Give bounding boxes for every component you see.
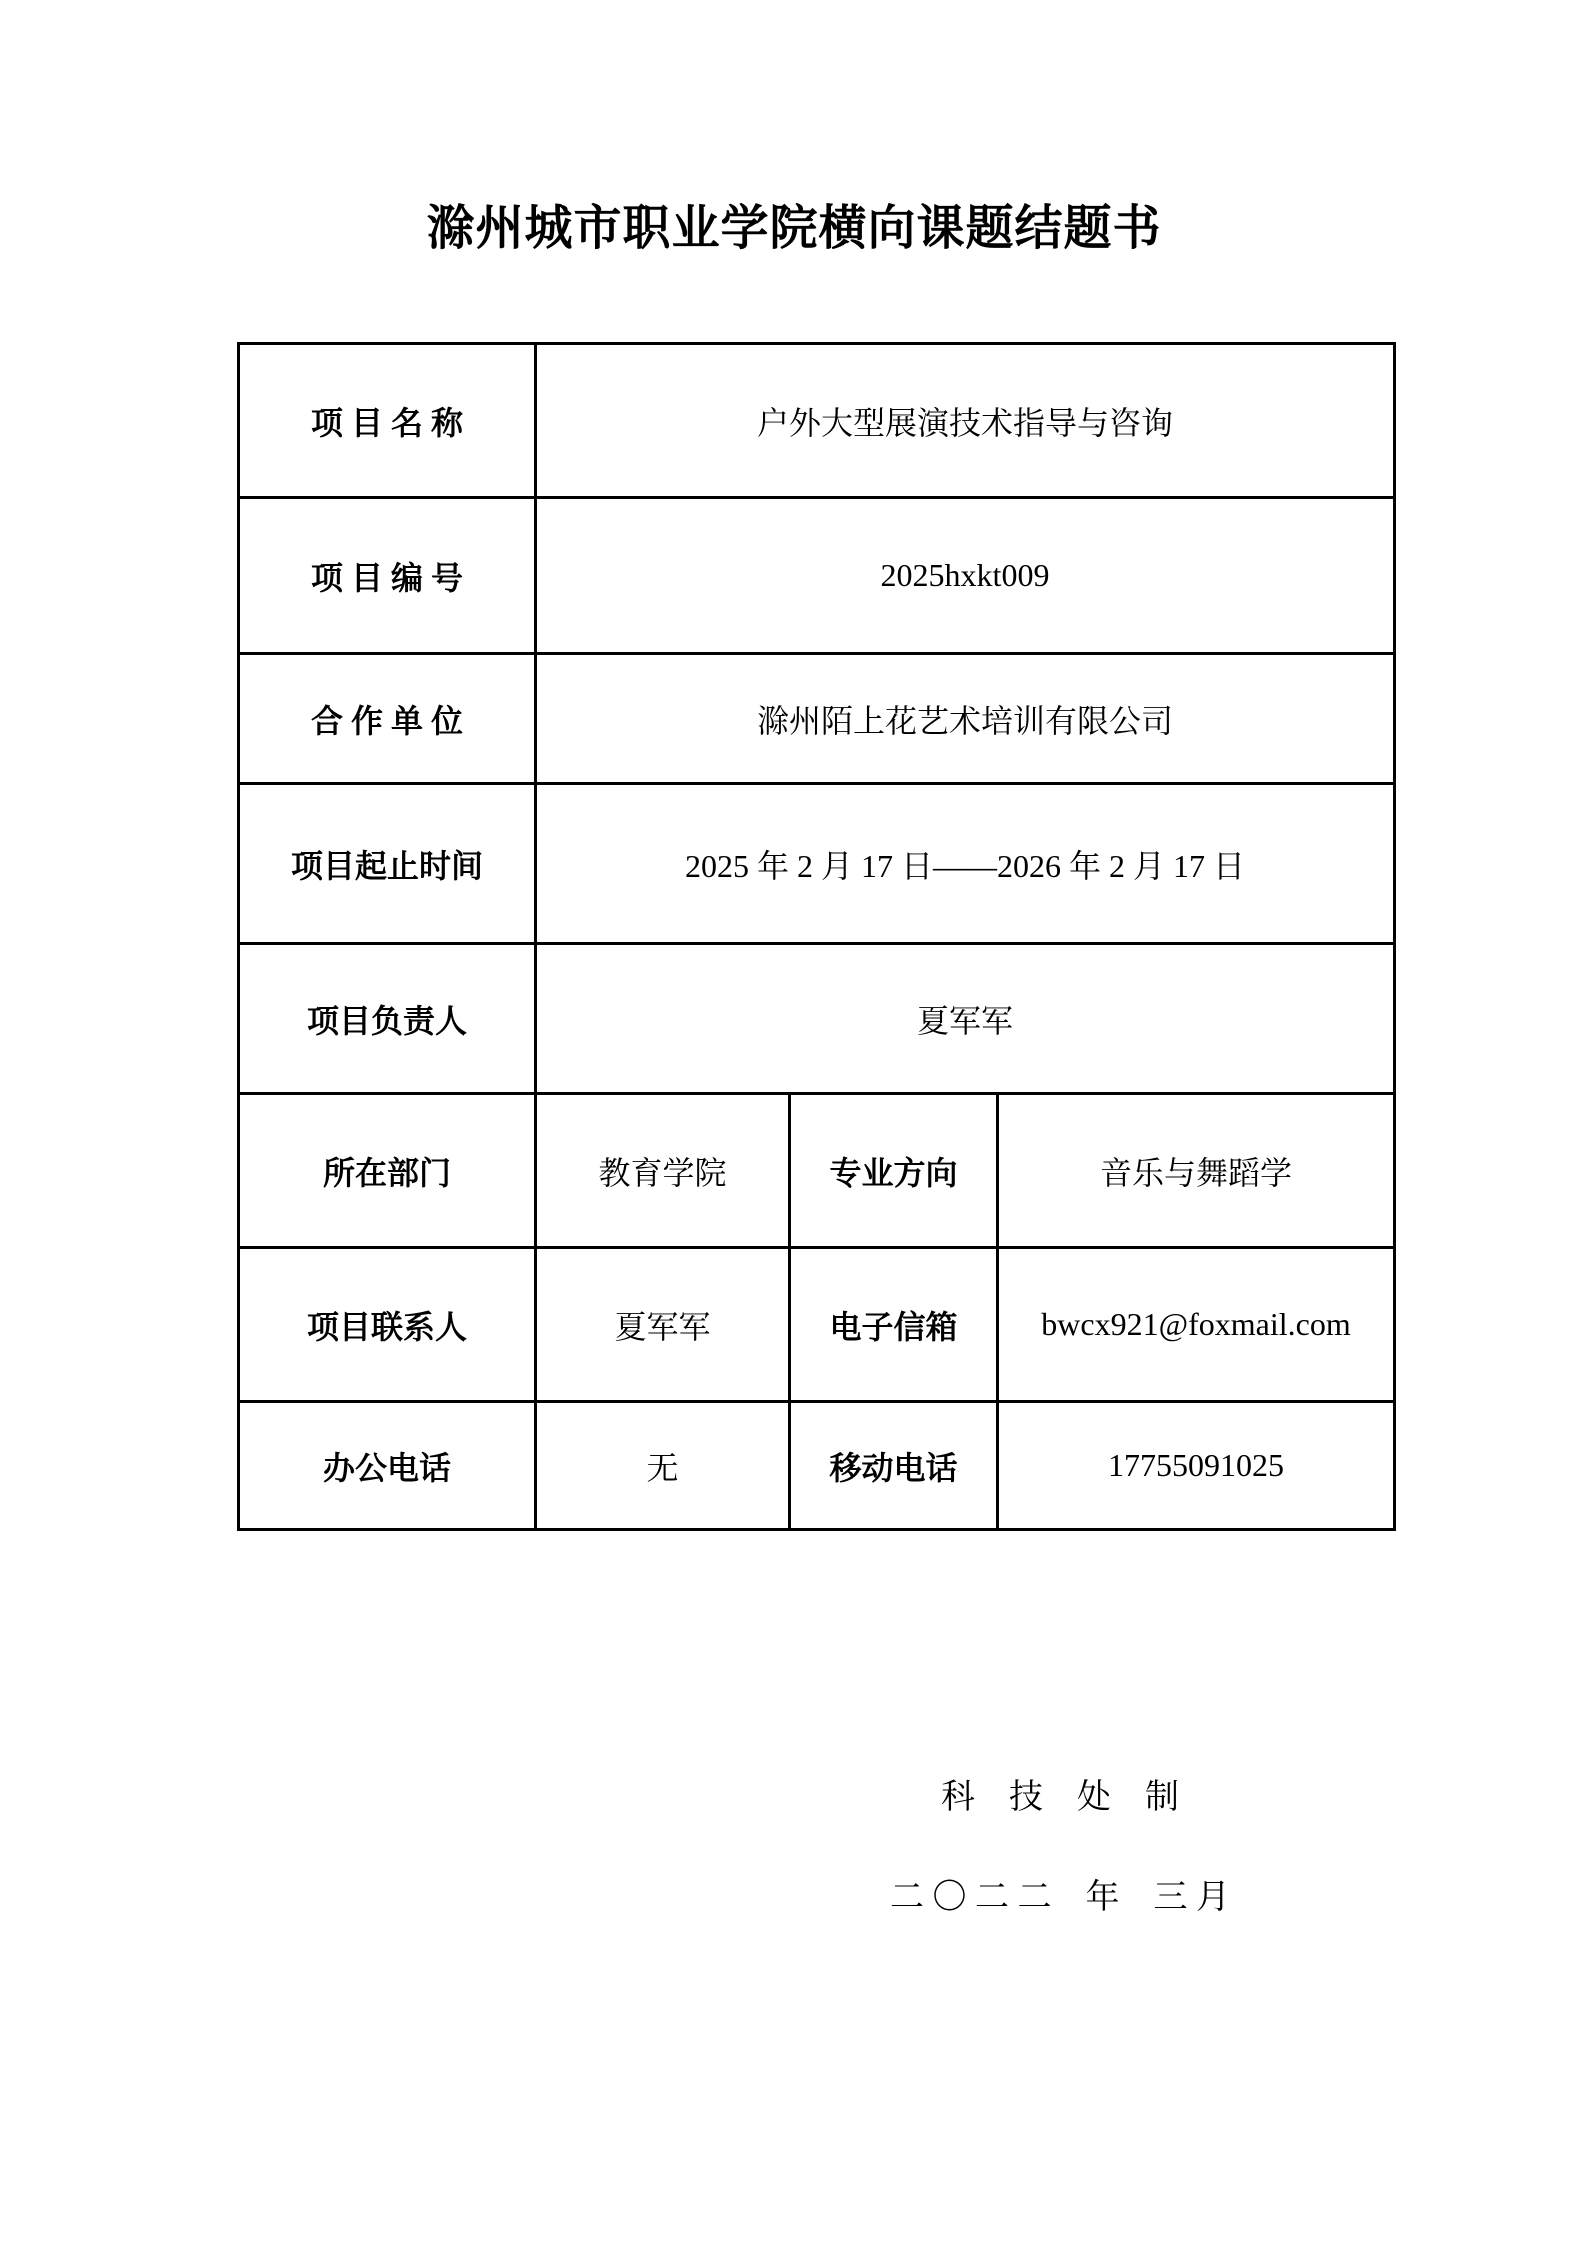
table-row-project-duration	[239, 784, 1395, 944]
mobile-phone-label: 移动电话	[790, 1402, 998, 1530]
partner-unit-value: 滁州陌上花艺术培训有限公司	[536, 654, 1395, 784]
partner-unit-label: 合 作 单 位	[239, 654, 536, 784]
project-leader-value: 夏军军	[536, 944, 1395, 1094]
major-direction-value: 音乐与舞蹈学	[998, 1094, 1395, 1248]
project-name-value: 户外大型展演技术指导与咨询	[536, 344, 1395, 498]
project-contact-label: 项目联系人	[239, 1248, 536, 1402]
project-contact-value: 夏军军	[536, 1248, 790, 1402]
project-number-label: 项 目 编 号	[239, 498, 536, 654]
department-value: 教育学院	[536, 1094, 790, 1248]
table-row-project-name	[239, 344, 1395, 498]
project-duration-value: 2025 年 2 月 17 日——2026 年 2 月 17 日	[536, 784, 1395, 944]
email-value: bwcx921@foxmail.com	[998, 1248, 1395, 1402]
footer-date: 二 〇 二 二 年 三 月	[890, 1879, 1230, 1916]
table-row-phone	[239, 1402, 1395, 1530]
document-title: 滁州城市职业学院横向课题结题书	[426, 202, 1162, 255]
project-form-table	[237, 342, 1396, 1531]
office-phone-label: 办公电话	[239, 1402, 536, 1530]
project-leader-label: 项目负责人	[239, 944, 536, 1094]
table-row-project-leader	[239, 944, 1395, 1094]
table-row-department	[239, 1094, 1395, 1248]
mobile-phone-value: 17755091025	[998, 1402, 1395, 1530]
table-row-contact	[239, 1248, 1395, 1402]
project-duration-label: 项目起止时间	[239, 784, 536, 944]
office-phone-value: 无	[536, 1402, 790, 1530]
table-row-partner-unit	[239, 654, 1395, 784]
project-number-value: 2025hxkt009	[536, 498, 1395, 654]
email-label: 电子信箱	[790, 1248, 998, 1402]
footer-issuer: 科 技 处 制	[941, 1779, 1179, 1816]
major-direction-label: 专业方向	[790, 1094, 998, 1248]
project-name-label: 项 目 名 称	[239, 344, 536, 498]
table-row-project-number	[239, 498, 1395, 654]
department-label: 所在部门	[239, 1094, 536, 1248]
